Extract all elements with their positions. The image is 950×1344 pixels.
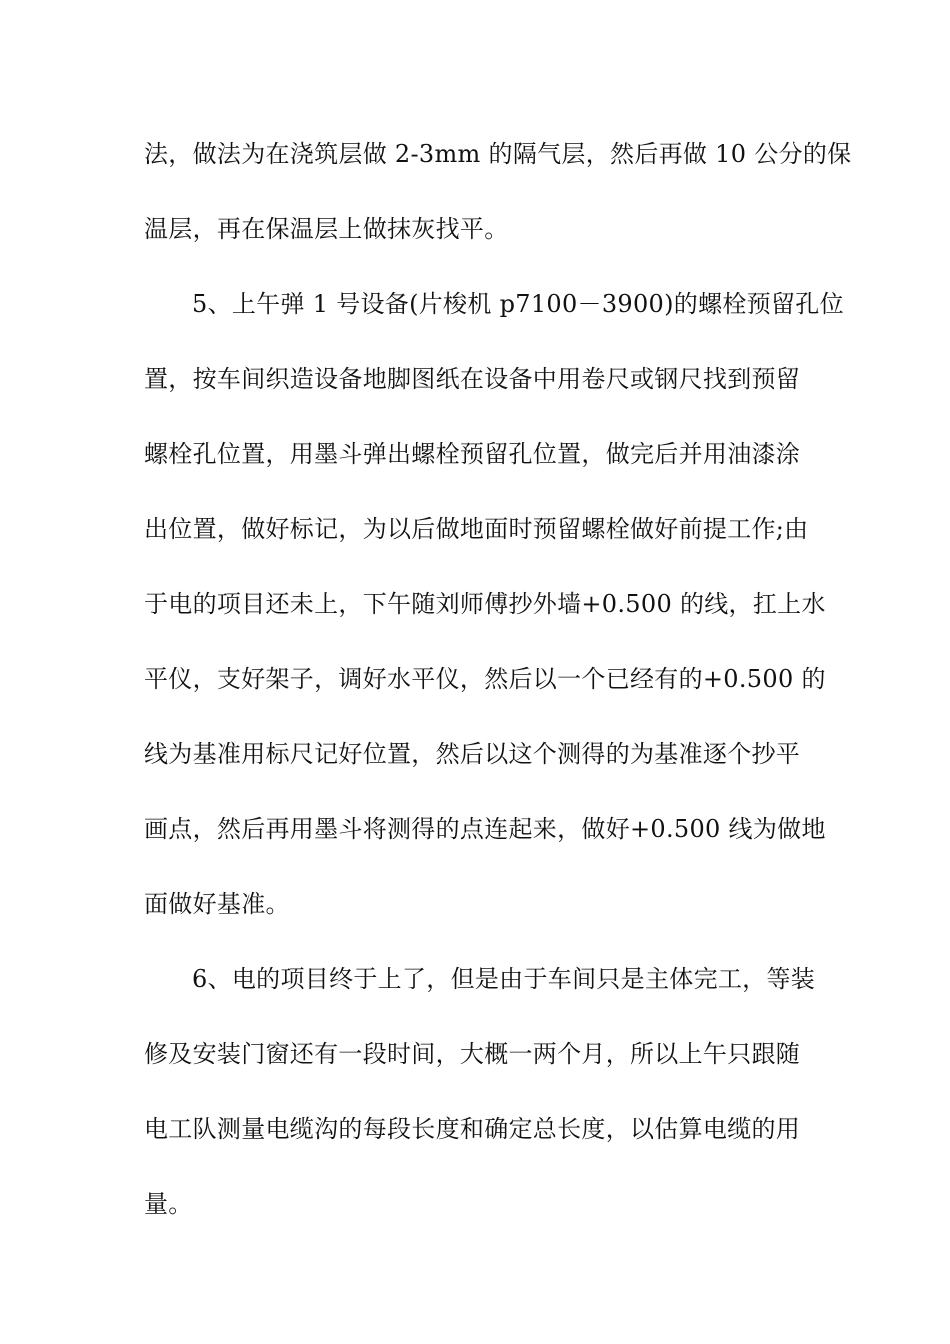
- text-line: 置，按车间织造设备地脚图纸在设备中用卷尺或钢尺找到预留: [144, 365, 801, 393]
- text-line: 线为基准用标尺记好位置，然后以这个测得的为基准逐个抄平: [144, 740, 801, 768]
- text-line: 螺栓孔位置，用墨斗弹出螺栓预留孔位置，做完后并用油漆涂: [144, 440, 801, 468]
- text-line: 法，做法为在浇筑层做 2-3mm 的隔气层，然后再做 10 公分的保: [144, 140, 852, 168]
- text-line: 出位置，做好标记，为以后做地面时预留螺栓做好前提工作;由: [144, 515, 809, 543]
- paragraph-start-line: 6、电的项目终于上了，但是由于车间只是主体完工，等装: [192, 965, 816, 993]
- text-line: 画点，然后再用墨斗将测得的点连起来，做好+0.500 线为做地: [144, 815, 826, 843]
- text-line: 平仪，支好架子，调好水平仪，然后以一个已经有的+0.500 的: [144, 665, 826, 693]
- text-line: 修及安装门窗还有一段时间，大概一两个月，所以上午只跟随: [144, 1040, 801, 1068]
- text-line: 于电的项目还未上，下午随刘师傅抄外墙+0.500 的线，扛上水: [144, 590, 826, 618]
- paragraph-start-line: 5、上午弹 1 号设备(片梭机 p7100－3900)的螺栓预留孔位: [192, 290, 844, 318]
- text-line: 温层，再在保温层上做抹灰找平。: [144, 215, 509, 243]
- text-line: 量。: [144, 1190, 193, 1218]
- text-line: 电工队测量电缆沟的每段长度和确定总长度，以估算电缆的用: [144, 1115, 801, 1143]
- text-line: 面做好基准。: [144, 890, 290, 918]
